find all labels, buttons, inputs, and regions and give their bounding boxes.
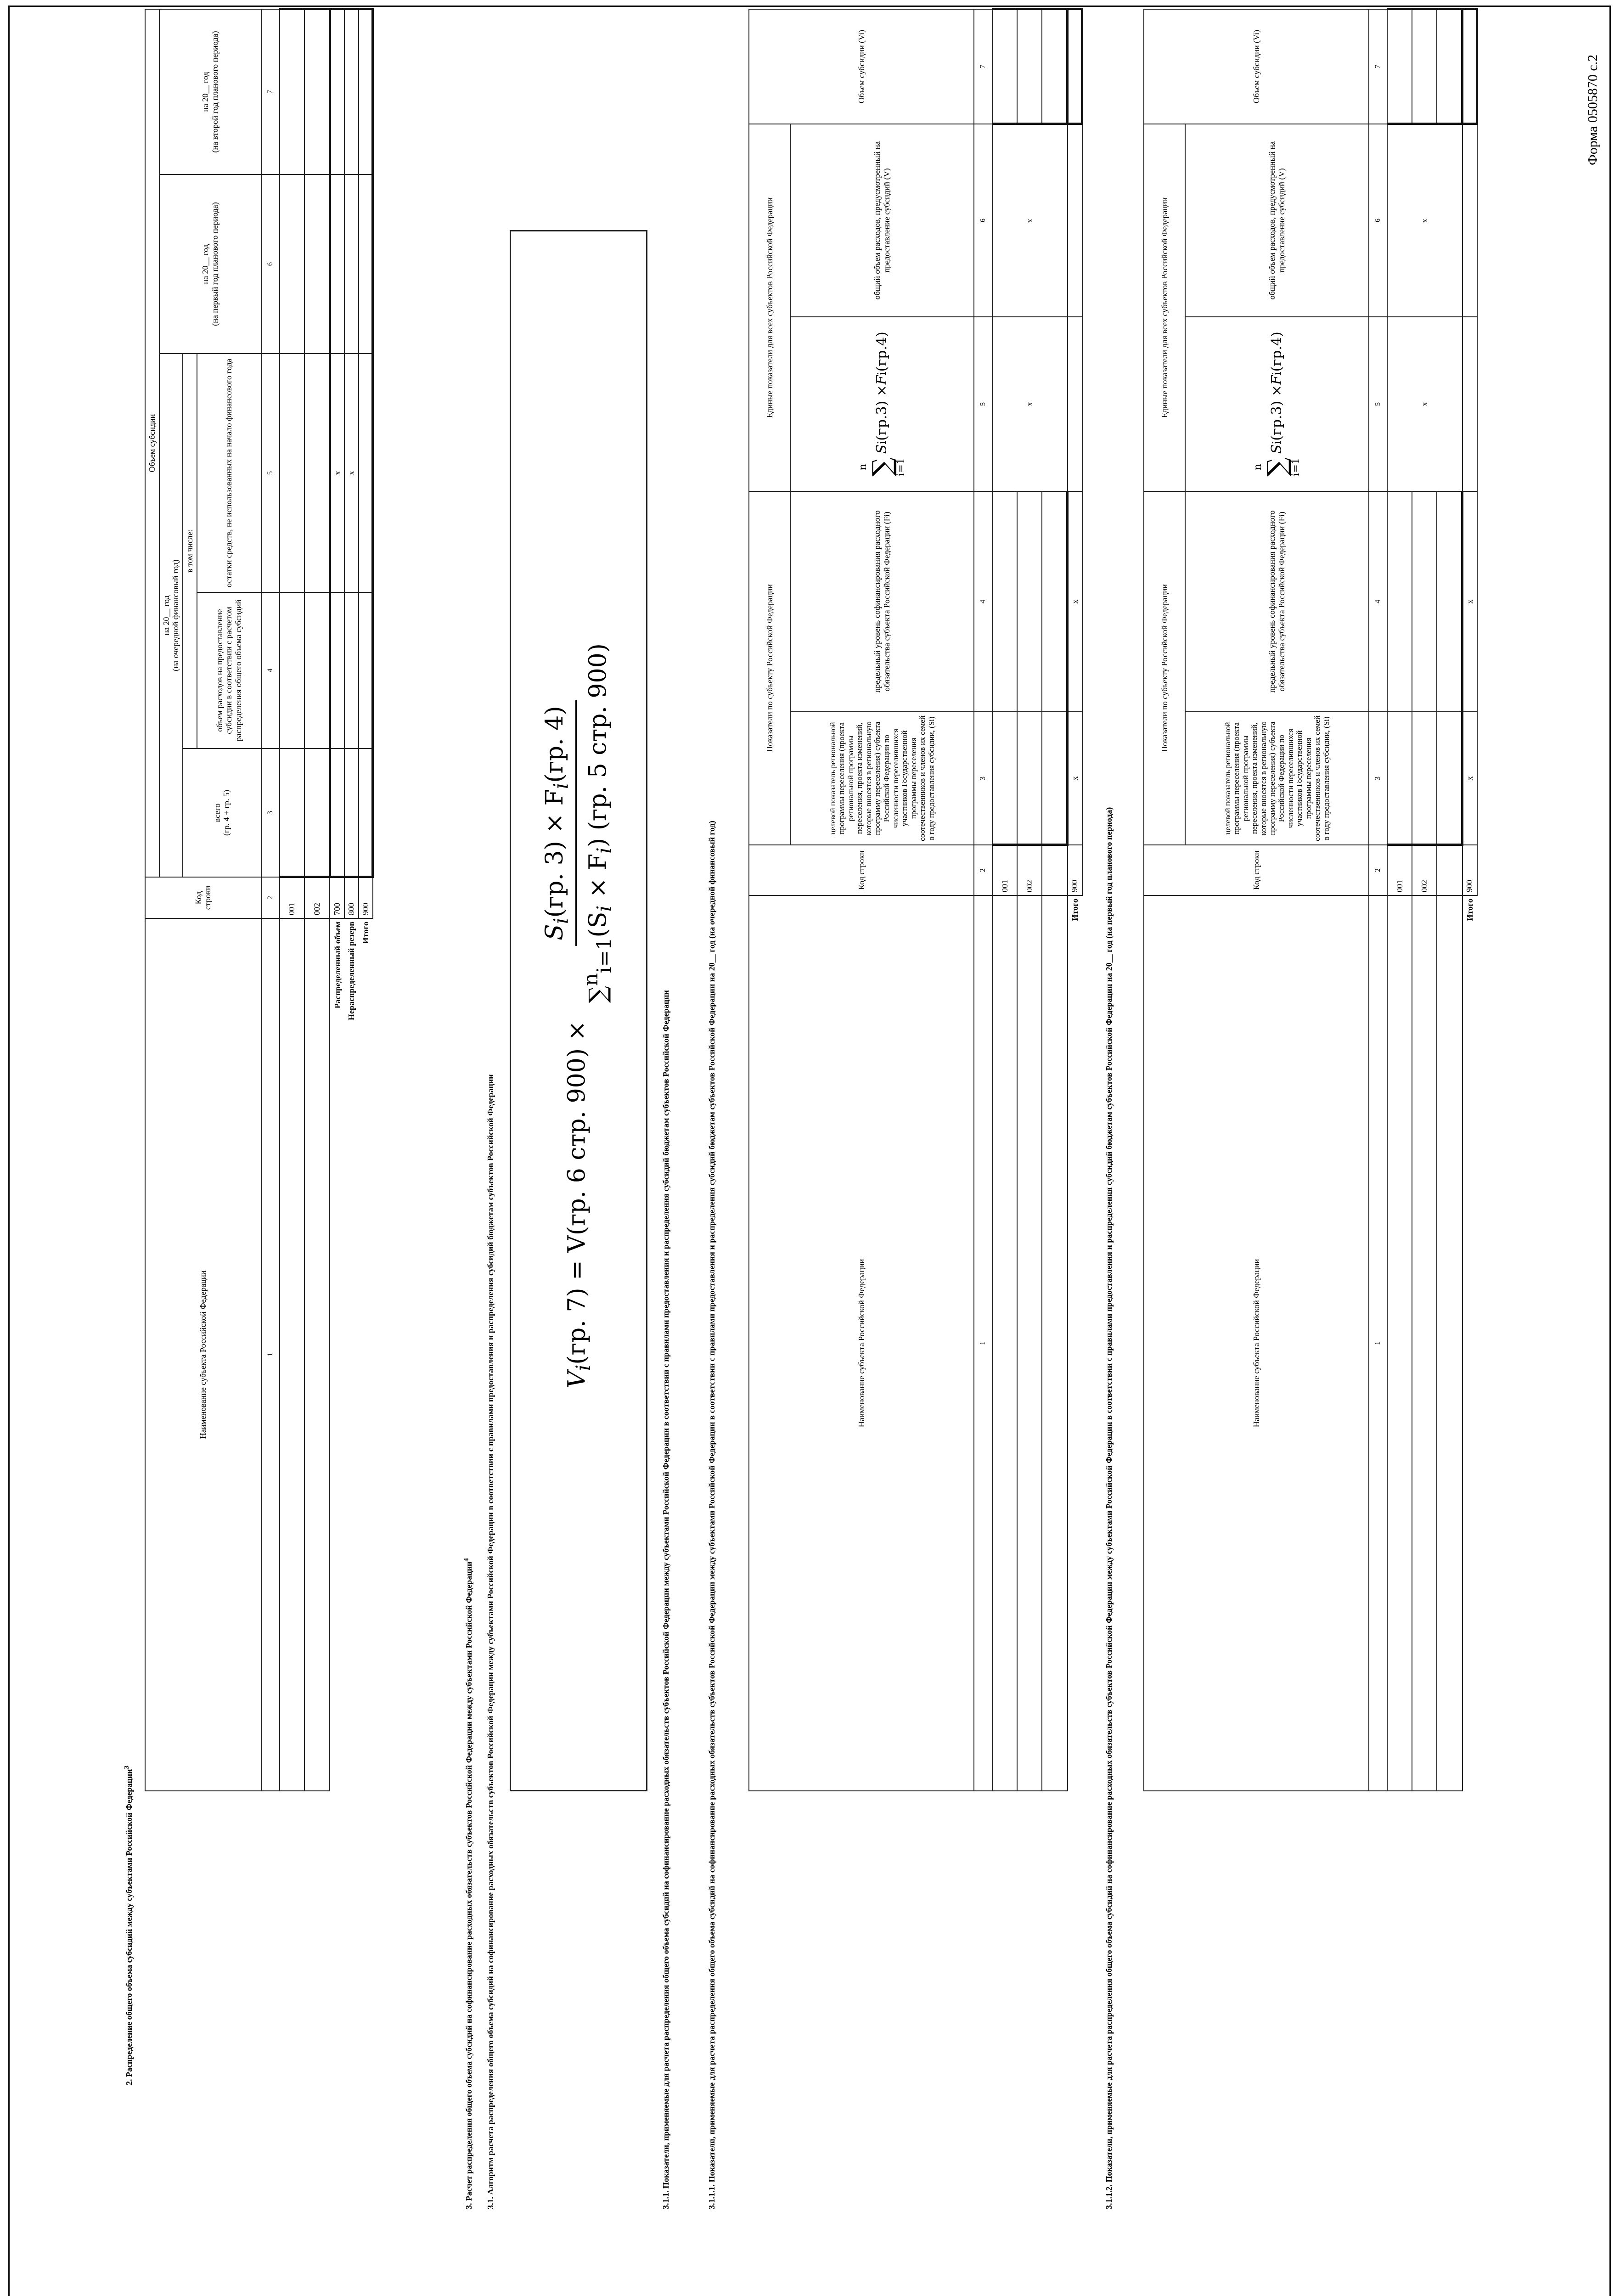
table-row	[280, 9, 304, 1791]
cell-empty	[1068, 124, 1082, 317]
colnum-5: 5	[1369, 317, 1387, 491]
header-col5: n ∑ i=1 S i (гр.3) × F i (гр.4)	[790, 317, 974, 491]
header-col7: Объем субсидии (Vi)	[1144, 9, 1369, 124]
cell-value[interactable]	[1068, 9, 1082, 124]
cell-value[interactable]	[1462, 9, 1477, 124]
cell-empty	[1462, 124, 1477, 317]
cell-value[interactable]	[304, 748, 330, 877]
cell-name[interactable]	[280, 918, 304, 1791]
cell-name[interactable]	[1437, 895, 1462, 1791]
cell-code	[1437, 845, 1462, 895]
colnum-1: 1	[974, 895, 992, 1791]
colnum-1: 1	[1369, 895, 1387, 1791]
total-code: 900	[1068, 845, 1082, 895]
cell-empty	[1068, 317, 1082, 491]
colnum-2: 2	[261, 877, 280, 918]
cell-code: 001	[992, 845, 1017, 895]
header-year2: на 20__ год (на первый год планового периода)	[159, 174, 261, 354]
summary-label: Распределенный объем	[332, 922, 342, 1009]
summary-label: Нераспределенный резерв	[347, 922, 356, 1020]
header-total: всего (гр. 4 + гр. 5)	[183, 748, 261, 877]
cell-value[interactable]	[344, 174, 359, 354]
colnum-4: 4	[1369, 491, 1387, 712]
cell-code	[1042, 845, 1068, 895]
header-name: Наименование субъекта Российской Федерации	[1144, 895, 1369, 1791]
cell-name[interactable]	[1017, 895, 1042, 1791]
cell-x: x	[992, 124, 1068, 317]
table-row	[1387, 9, 1412, 1791]
section-3-1-1-title: 3.1.1. Показатели, применяемые для расчета распределения общего объема субсидий на софинансирование расходных обязательств субъектов Российской Федерации между субъектами Российской Федерации в соответствии с правилами предоставления и распределения субсидий бюджетам субъектов Российской Федерации	[661, 990, 670, 2209]
cell-x: x	[1462, 712, 1477, 845]
header-code: Код строки	[145, 877, 261, 918]
section-3-title: 3. Расчет распределения общего объема субсидий на софинансирование расходных обязательств субъектов Российской Федерации между субъектами Российской Федерации$^4$	[463, 1558, 473, 2209]
colnum-7: 7	[974, 9, 992, 124]
cell-x: x	[1387, 317, 1462, 491]
header-col3: целевой показатель региональной программы переселения (проекта региональной программы переселения, проекта изменений, которые вносятся в региональную программу переселения) субъекта Российской Федерации по численности переселившихся участников Государственной программы переселения соотечественников и членов их семей в году предоставления субсидии, (Si)	[790, 712, 974, 845]
section-2-title: 2. Распределение общего объема субсидий между субъектами Российской Федерации$^3$	[123, 1765, 134, 2085]
header-col4: предельный уровень софинансирования расходного обязательства субъекта Российской Федерации (Fi)	[790, 491, 974, 712]
header-col6: общий объем расходов, предусмотренный на предоставление субсидий (V)	[790, 124, 974, 317]
total-row	[1462, 9, 1477, 1791]
cell-value[interactable]	[330, 748, 344, 877]
header-volume: Объем субсидии	[145, 9, 159, 877]
cell-value[interactable]	[344, 592, 359, 748]
section-2-table	[145, 8, 374, 1792]
cell-value[interactable]	[359, 354, 373, 592]
summary-code: 700	[330, 877, 344, 918]
cell-value[interactable]	[344, 9, 359, 174]
cell-x: x	[330, 354, 344, 592]
cell-name[interactable]	[1387, 895, 1412, 1791]
cell-value[interactable]	[1387, 491, 1412, 712]
cell-value[interactable]	[1412, 491, 1437, 712]
cell-name[interactable]	[1412, 895, 1437, 1791]
header-col4: предельный уровень софинансирования расходного обязательства субъекта Российской Федерации (Fi)	[1185, 491, 1369, 712]
header-name: Наименование субъекта Российской Федерации	[749, 895, 974, 1791]
cell-value[interactable]	[304, 174, 330, 354]
table-row	[304, 9, 330, 1791]
header-year1: на 20__ год (на очередной финансовый год)	[159, 354, 183, 877]
cell-x: x	[1068, 491, 1082, 712]
header-col7: Объем субсидии (Vi)	[749, 9, 974, 124]
section-3-1-1-1-table	[748, 8, 1083, 1791]
cell-name[interactable]	[992, 895, 1017, 1791]
colnum-1: 1	[261, 918, 280, 1791]
cell-name[interactable]	[304, 918, 330, 1791]
cell-value[interactable]	[1042, 9, 1068, 124]
cell-x: x	[992, 317, 1068, 491]
section-3-1-1-1-title: 3.1.1.1. Показатели, применяемые для расчета распределения общего объема субсидий на софинансирование расходных обязательств субъектов Российской Федерации между субъектами Российской Федерации в соответствии с правилами предоставления и распределения субсидий бюджетам субъектов Российской Федерации на 20__ год (на очередной финансовый год)	[707, 821, 716, 2209]
cell-value[interactable]	[1412, 9, 1437, 124]
table-row	[992, 9, 1017, 1791]
cell-value[interactable]	[1042, 712, 1068, 845]
colnum-3: 3	[974, 712, 992, 845]
cell-value[interactable]	[992, 712, 1017, 845]
summary-label: Итого	[361, 922, 371, 944]
cell-value[interactable]	[280, 748, 304, 877]
header-subject-group: Показатели по субъекту Российской Федерации	[749, 491, 790, 845]
cell-empty	[1462, 317, 1477, 491]
cell-value[interactable]	[1017, 9, 1042, 124]
total-row	[1068, 9, 1082, 1791]
cell-value[interactable]	[1387, 9, 1412, 124]
cell-value[interactable]	[304, 9, 330, 174]
summary-code: 900	[359, 877, 373, 918]
cell-value[interactable]	[359, 174, 373, 354]
cell-x: x	[1387, 124, 1462, 317]
cell-value[interactable]	[992, 9, 1017, 124]
cell-value[interactable]	[330, 592, 344, 748]
cell-value[interactable]	[1017, 491, 1042, 712]
form-number: Форма 0505870 с.2	[1585, 54, 1600, 165]
header-name: Наименование субъекта Российской Федерации	[145, 918, 261, 1791]
total-code: 900	[1462, 845, 1477, 895]
header-unified-group: Единые показатели для всех субъектов Российской Федерации	[1144, 124, 1185, 491]
colnum-2: 2	[1369, 845, 1387, 895]
cell-value[interactable]	[1042, 491, 1068, 712]
cell-value[interactable]	[1017, 712, 1042, 845]
cell-value[interactable]	[330, 174, 344, 354]
header-incl: в том числе:	[183, 354, 197, 748]
cell-code: 001	[280, 877, 304, 918]
cell-value[interactable]	[1437, 712, 1462, 845]
colnum-6: 6	[261, 174, 280, 354]
cell-name[interactable]	[1042, 895, 1068, 1791]
cell-value[interactable]	[280, 174, 304, 354]
header-col4: объем расходов на предоставление субсидии в соответствии с расчетом распределения общего объема субсидий	[197, 592, 261, 748]
cell-code: 001	[1387, 845, 1412, 895]
colnum-5: 5	[974, 317, 992, 491]
cell-value[interactable]	[1437, 491, 1462, 712]
cell-code: 002	[1017, 845, 1042, 895]
header-col5: n ∑ i=1 S i (гр.3) × F i (гр.4)	[1185, 317, 1369, 491]
header-code: Код строки	[749, 845, 974, 895]
total-label: Итого	[1465, 899, 1474, 921]
colnum-7: 7	[261, 9, 280, 174]
colnum-6: 6	[1369, 124, 1387, 317]
cell-value[interactable]	[359, 748, 373, 877]
cell-x: x	[344, 354, 359, 592]
colnum-3: 3	[1369, 712, 1387, 845]
cell-value[interactable]	[304, 354, 330, 592]
cell-value[interactable]	[992, 491, 1017, 712]
cell-value[interactable]	[304, 592, 330, 748]
cell-code: 002	[1412, 845, 1437, 895]
cell-value[interactable]	[280, 354, 304, 592]
cell-x: x	[1462, 491, 1477, 712]
summary-row	[359, 9, 373, 1791]
cell-value[interactable]	[344, 748, 359, 877]
cell-value[interactable]	[1437, 9, 1462, 124]
cell-x: x	[1068, 712, 1082, 845]
summary-code: 800	[344, 877, 359, 918]
cell-value[interactable]	[280, 9, 304, 174]
summary-row	[344, 9, 359, 1791]
colnum-3: 3	[261, 748, 280, 877]
colnum-6: 6	[974, 124, 992, 317]
cell-value[interactable]	[1412, 712, 1437, 845]
summary-row	[330, 9, 344, 1791]
cell-value[interactable]	[359, 592, 373, 748]
header-subject-group: Показатели по субъекту Российской Федерации	[1144, 491, 1185, 845]
cell-value[interactable]	[280, 592, 304, 748]
header-unified-group: Единые показатели для всех субъектов Российской Федерации	[749, 124, 790, 491]
section-3-1-title: 3.1. Алгоритм расчета распределения общего объема субсидий на софинансирование расходных обязательств субъектов Российской Федерации между субъектами Российской Федерации в соответствии с правилами предоставления и распределения субсидий бюджетам субъектов Российской Федерации	[486, 1074, 495, 2209]
total-label: Итого	[1070, 899, 1080, 921]
header-code: Код строки	[1144, 845, 1369, 895]
cell-value[interactable]	[359, 9, 373, 174]
header-col6: общий объем расходов, предусмотренный на предоставление субсидий (V)	[1185, 124, 1369, 317]
cell-value[interactable]	[330, 9, 344, 174]
cell-value[interactable]	[1387, 712, 1412, 845]
colnum-4: 4	[261, 592, 280, 748]
section-3-1-1-2-table	[1143, 8, 1478, 1791]
header-col3: целевой показатель региональной программы переселения (проекта региональной программы переселения, проекта изменений, которые вносятся в региональную программу переселения) субъекта Российской Федерации по численности переселившихся участников Государственной программы переселения соотечественников и членов их семей в году предоставления субсидии, (Si)	[1185, 712, 1369, 845]
colnum-5: 5	[261, 354, 280, 592]
header-col5: остатки средств, не использованных на начало финансового года	[197, 354, 261, 592]
formula: $V_i(гр$. 7) = V(гр. 6 стр. 900) × $S_i(гр$. $3) \times F_i(гр$. 4) $\sum^n_{i=1}(S_i \times F_i)$ (гр. 5 стр. 900)	[540, 643, 617, 1388]
colnum-4: 4	[974, 491, 992, 712]
cell-code: 002	[304, 877, 330, 918]
header-year3: на 20__ год (на второй год планового периода)	[159, 9, 261, 174]
section-3-1-1-2-title: 3.1.1.2. Показатели, применяемые для расчета распределения общего объема субсидий на софинансирование расходных обязательств субъектов Российской Федерации между субъектами Российской Федерации в соответствии с правилами предоставления и распределения субсидий бюджетам субъектов Российской Федерации на 20__ год (на первый год планового периода)	[1104, 807, 1114, 2209]
colnum-7: 7	[1369, 9, 1387, 124]
formula-box	[510, 230, 647, 1791]
colnum-2: 2	[974, 845, 992, 895]
